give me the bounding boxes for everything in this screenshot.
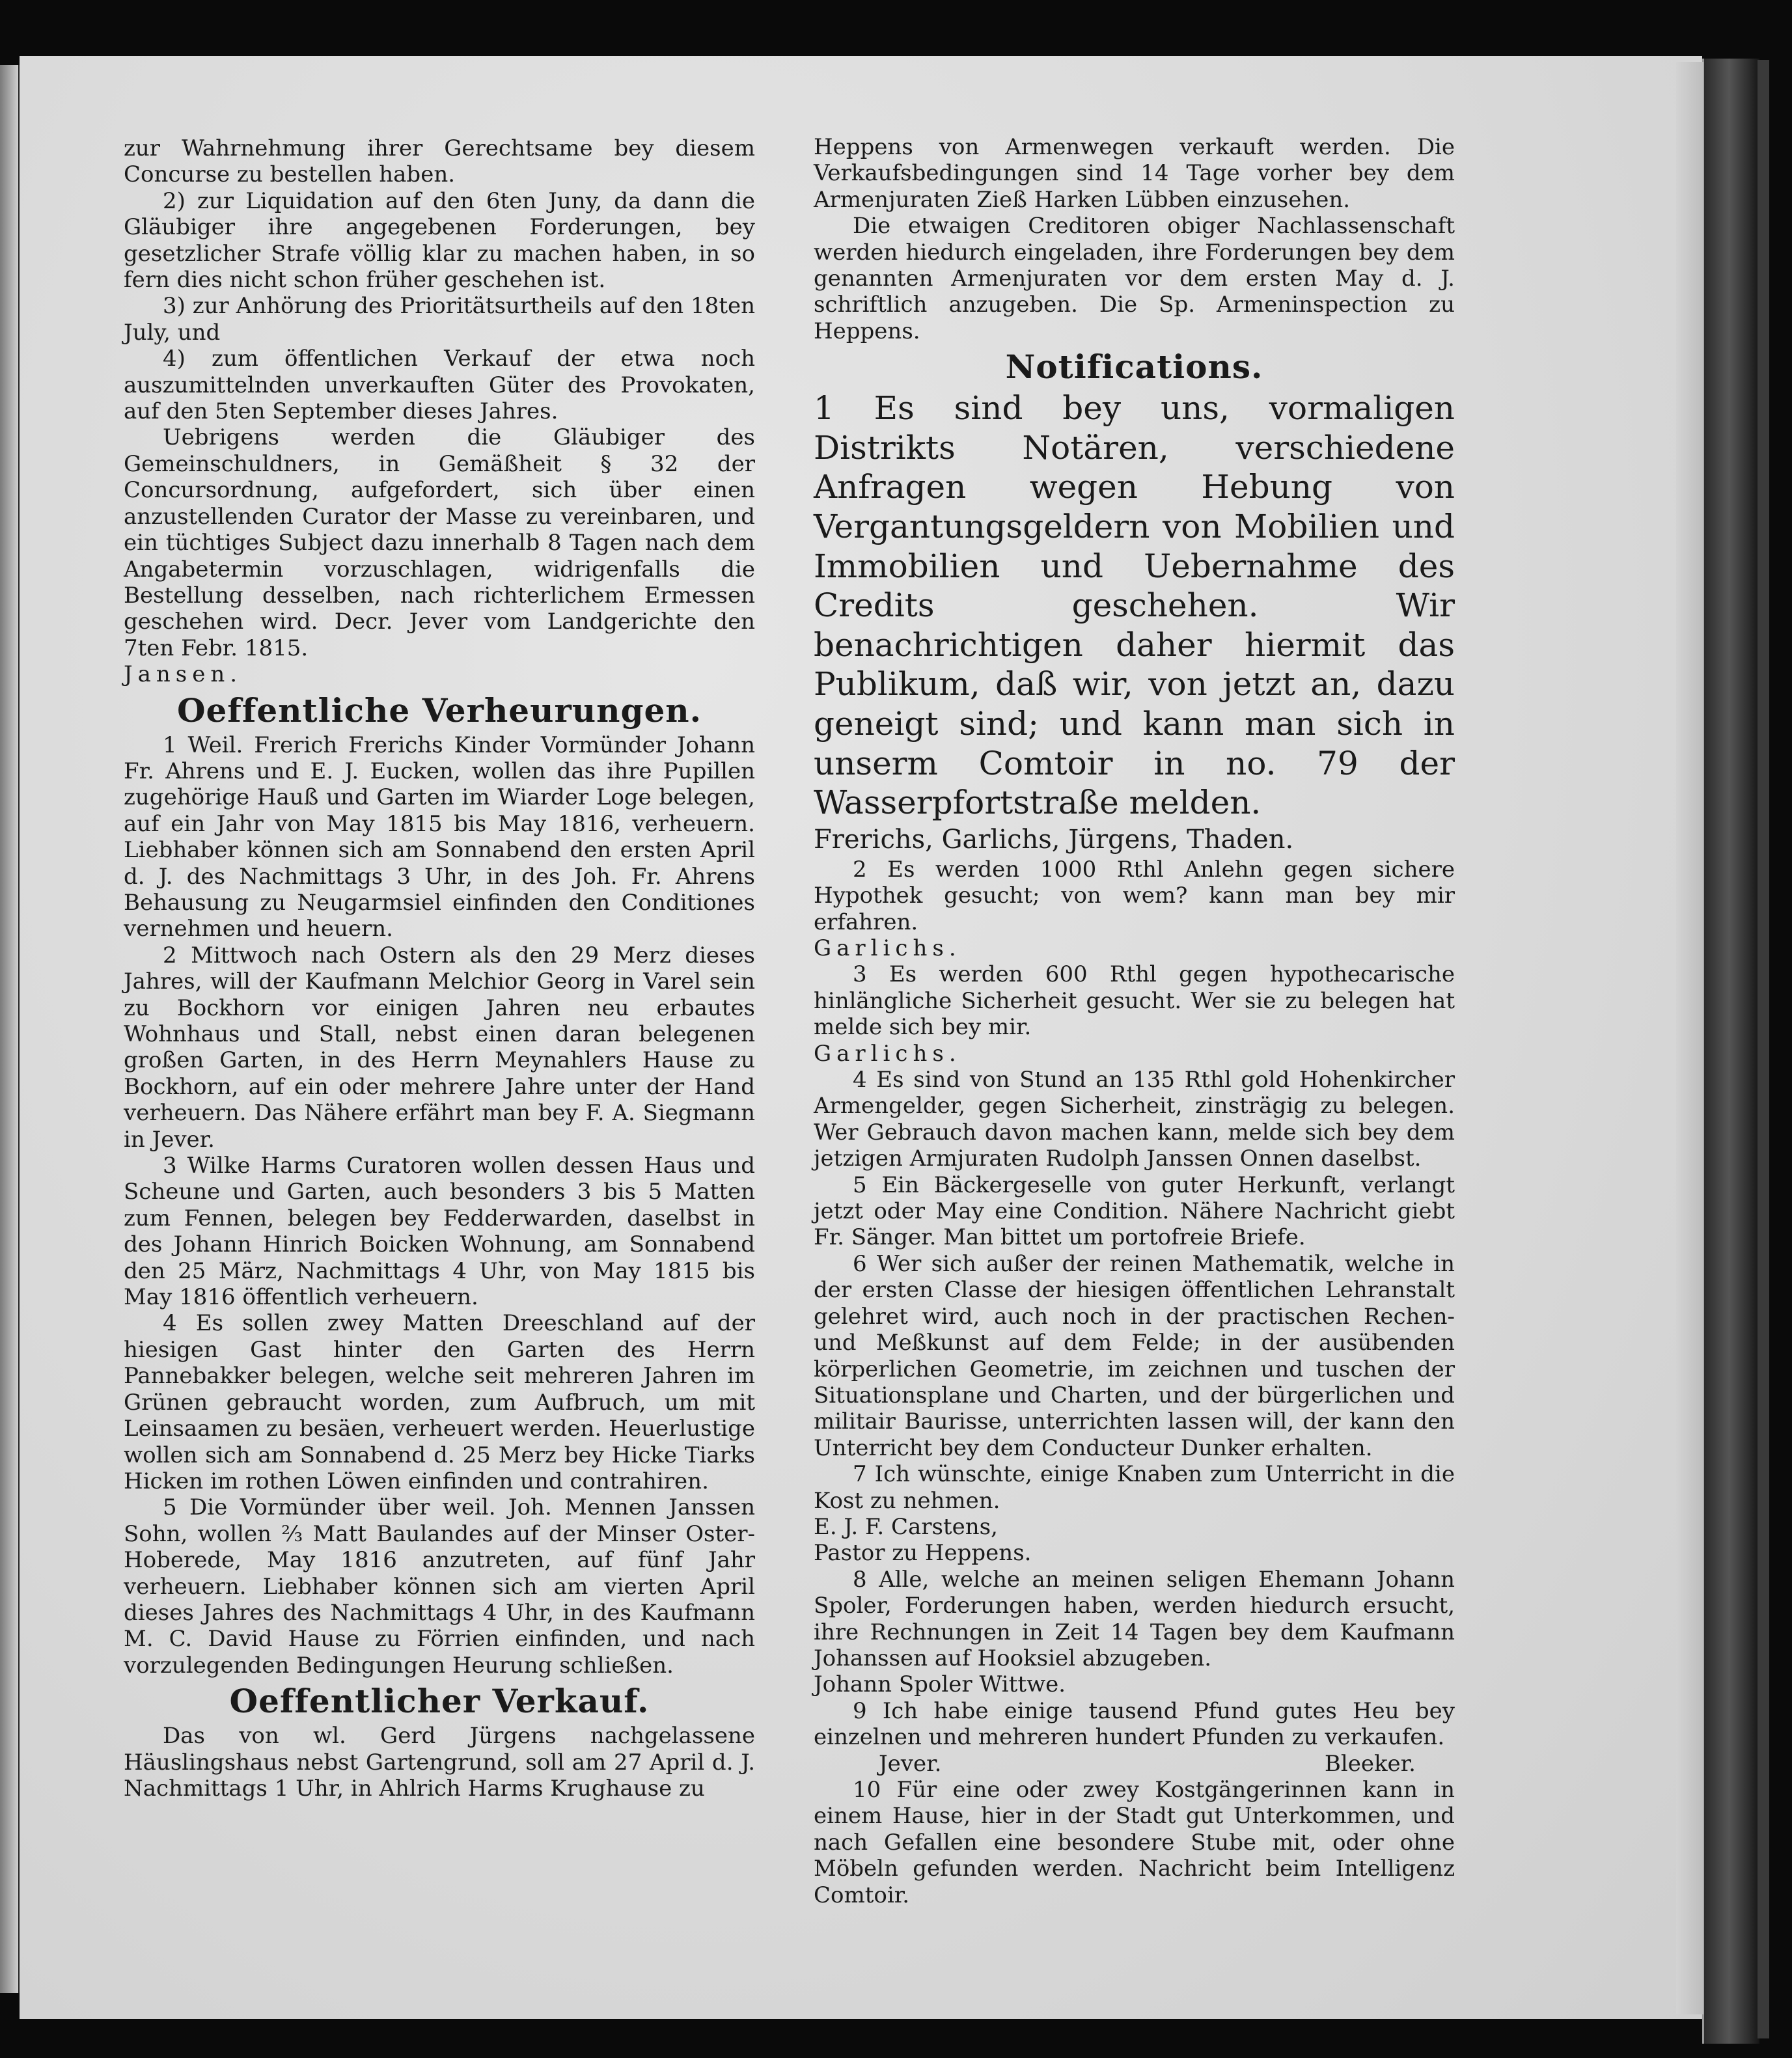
notification-3-signature: Garlichs. [814,1040,961,1067]
lease-notice-4: 4 Es sollen zwey Matten Dreeschland auf der hiesigen Gast hinter den Garten des Herrn Pannebakker belegen, welche seit mehreren Jahren im Grünen gebraucht worden, zum Aufbruch, um mit Leinsaamen zu besäen, verheuert werden. Heuerlustige wollen sich am Sonnabend d. 25 Merz bey Hicke Tiarks Hicken im rothen Löwen einfinden und contrahiren. [124,1310,755,1494]
notification-9-footer [814,1751,1455,1777]
book-spine [1702,59,1759,2044]
notification-4: 4 Es sind von Stund an 135 Rthl gold Hohenkircher Armengelder, gegen Sicherheit, zinsträgig zu belegen. Wer Gebrauch davon machen kann, melde sich bey dem jetzigen Armjuraten Rudolph Janssen Onnen daselbst. [814,1067,1455,1172]
left-column [124,135,755,1802]
previous-page-edge [0,65,20,1993]
page-fore-edge [1676,62,1703,2014]
sale-continuation: Heppens von Armenwegen verkauft werden. Die Verkaufsbedingungen sind 14 Tage vorher bey dem Armenjuraten Zieß Harken Lübben einzusehen. [814,134,1455,213]
notification-8-signature: Johann Spoler Wittwe. [814,1671,1066,1698]
notification-7-signature: E. J. F. Carstens, [814,1513,998,1540]
priority-item: 3) zur Anhörung des Prioritätsurtheils auf den 18ten July, und [124,293,755,346]
right-column [814,134,1455,1908]
creditors-invitation: Die etwaigen Creditoren obiger Nachlassenschaft werden hiedurch eingeladen, ihre Forderungen bey dem genannten Armenjuraten vor dem ersten May d. J. schriftlich anzugeben. Die Sp. Armeninspection zu Heppens. [814,213,1455,344]
public-sale-item: 4) zum öffentlichen Verkauf der etwa noch auszumittelnden unverkauften Güter des Provokaten, auf den 5ten September dieses Jahres. [124,346,755,425]
lease-notice-1: 1 Weil. Frerich Frerichs Kinder Vormünder Johann Fr. Ahrens und E. J. Eucken, wollen das ihre Pupillen zugehörige Hauß und Garten im Wiarder Loge belegen, auf ein Jahr von May 1815 bis May 1816, verheuern. Liebhaber können sich am Sonnabend den ersten April d. J. des Nachmittags 3 Uhr, in des Joh. Fr. Ahrens Behausung zu Neugarmsiel einfinden den Conditiones vernehmen und heuern. [124,732,755,942]
heading-public-sale: Oeffentlicher Verkauf. [229,1682,650,1721]
sale-notice-1: Das von wl. Gerd Jürgens nachgelassene Häuslingshaus nebst Gartengrund, soll am 27 April d. J. Nachmittags 1 Uhr, in Ahlrich Harms Krughause zu [124,1723,755,1802]
notification-2-signature: Garlichs. [814,935,961,961]
signature-jansen: Jansen. [124,661,243,688]
notification-3: 3 Es werden 600 Rthl gegen hypothecarische hinlängliche Sicherheit gesucht. Wer sie zu belegen hat melde sich bey mir. [814,961,1455,1041]
notification-1: 1 Es sind bey uns, vormaligen Distrikts Notären, verschiedene Anfragen wegen Hebung von Vergantungsgeldern von Mobilien und Immobilien und Uebernahme des Credits geschehen. Wir benachrichtigen daher hiermit das Publikum, daß wir, von jetzt an, dazu geneigt sind; und kann man sich in unserm Comtoir in no. 79 der Wasserpfortstraße melden. [814,389,1455,822]
lease-notice-5: 5 Die Vormünder über weil. Joh. Mennen Janssen Sohn, wollen ⅔ Matt Baulandes auf der Minser Oster-Hoberede, May 1816 anzutreten, auf fünf Jahr verheuern. Liebhaber können sich am vierten April dieses Jahres des Nachmittags 4 Uhr, in des Kaufmann M. C. David Hause zu Förrien einfinden, und nach vorzulegenden Bedingungen Heurung schließen. [124,1494,755,1679]
notification-7: 7 Ich wünschte, einige Knaben zum Unterricht in die Kost zu nehmen. [814,1461,1455,1514]
notification-9-signature: Bleeker. [1324,1750,1416,1777]
heading-notifications: Notifications. [1005,348,1263,387]
notification-6: 6 Wer sich außer der reinen Mathematik, welche in der ersten Classe der hiesigen öffentlichen Lehranstalt gelehret wird, auch noch in der practischen Rechen- und Meßkunst auf dem Felde; in der ausübenden körperlichen Geometrie, im zeichnen und tuschen der Situationsplane und Charten, und der bürgerlichen und militair Baurisse, unterrichten lassen will, der kann den Unterricht bey dem Conducteur Dunker erhalten. [814,1250,1455,1461]
notification-10: 10 Für eine oder zwey Kostgängerinnen kann in einem Hause, hier in der Stadt gut Unterkommen, und nach Gefallen eine besondere Stube mit, oder ohne Möbeln gefunden werden. Nachricht beim Intelligenz Comtoir. [814,1777,1455,1908]
notification-8: 8 Alle, welche an meinen seligen Ehemann Johann Spoler, Forderungen haben, werden hiedurch ersucht, ihre Rechnungen in Zeit 14 Tagen bey dem Kaufmann Johanssen auf Hooksiel abzugeben. [814,1566,1455,1671]
notification-7-title: Pastor zu Heppens. [814,1540,1032,1567]
heading-public-leases: Oeffentliche Verheurungen. [176,691,702,730]
notification-2: 2 Es werden 1000 Rthl Anlehn gegen sichere Hypothek gesucht; von wem? kann man bey mir erfahren. [814,856,1455,935]
notification-5: 5 Ein Bäckergeselle von guter Herkunft, verlangt jetzt oder May eine Condition. Nähere Nachricht giebt Fr. Sänger. Man bittet um portofreie Briefe. [814,1172,1455,1251]
concurs-continuation: zur Wahrnehmung ihrer Gerechtsame bey diesem Concurse zu bestellen haben. [124,135,755,188]
lease-notice-3: 3 Wilke Harms Curatoren wollen dessen Haus und Scheune und Garten, auch besonders 3 bis 5 Matten zum Fennen, belegen bey Fedderwarden, daselbst in des Johann Hinrich Boicken Wohnung, am Sonnabend den 25 März, Nachmittags 4 Uhr, von May 1815 bis May 1816 öffentlich verheuern. [124,1153,755,1311]
notification-9: 9 Ich habe einige tausend Pfund gutes Heu bey einzelnen und mehreren hundert Pfunden zu verkaufen. [814,1697,1455,1751]
creditors-notice: Uebrigens werden die Gläubiger des Gemeinschuldners, in Gemäßheit § 32 der Concursordnung, aufgefordert, sich über einen anzustellenden Curator der Masse zu vereinbaren, und ein tüchtiges Subject dazu innerhalb 8 Tagen nach dem Angabetermin vorzuschlagen, widrigenfalls die Bestellung desselben, nach richterlichem Ermessen geschehen wird. Decr. Jever vom Landgerichte den 7ten Febr. 1815. [124,424,755,661]
book-cover-edge [1758,60,1769,2038]
notification-9-place: Jever. [879,1750,942,1777]
notification-1-signatures: Frerichs, Garlichs, Jürgens, Thaden. [814,824,1294,855]
lease-notice-2: 2 Mittwoch nach Ostern als den 29 Merz dieses Jahres, will der Kaufmann Melchior Georg in Varel sein zu Bockhorn vor einigen Jahren neu erbautes Wohnhaus und Stall, nebst einen daran belegenen großen Garten, in des Herrn Meynahlers Hause zu Bockhorn, auf ein oder mehrere Jahre unter der Hand verheuern. Das Nähere erfährt man bey F. A. Siegmann in Jever. [124,942,755,1153]
liquidation-item: 2) zur Liquidation auf den 6ten Juny, da dann die Gläubiger ihre angegebenen Forderungen, bey gesetzlicher Strafe völlig klar zu machen haben, in so fern dies nicht schon früher geschehen ist. [124,187,755,294]
